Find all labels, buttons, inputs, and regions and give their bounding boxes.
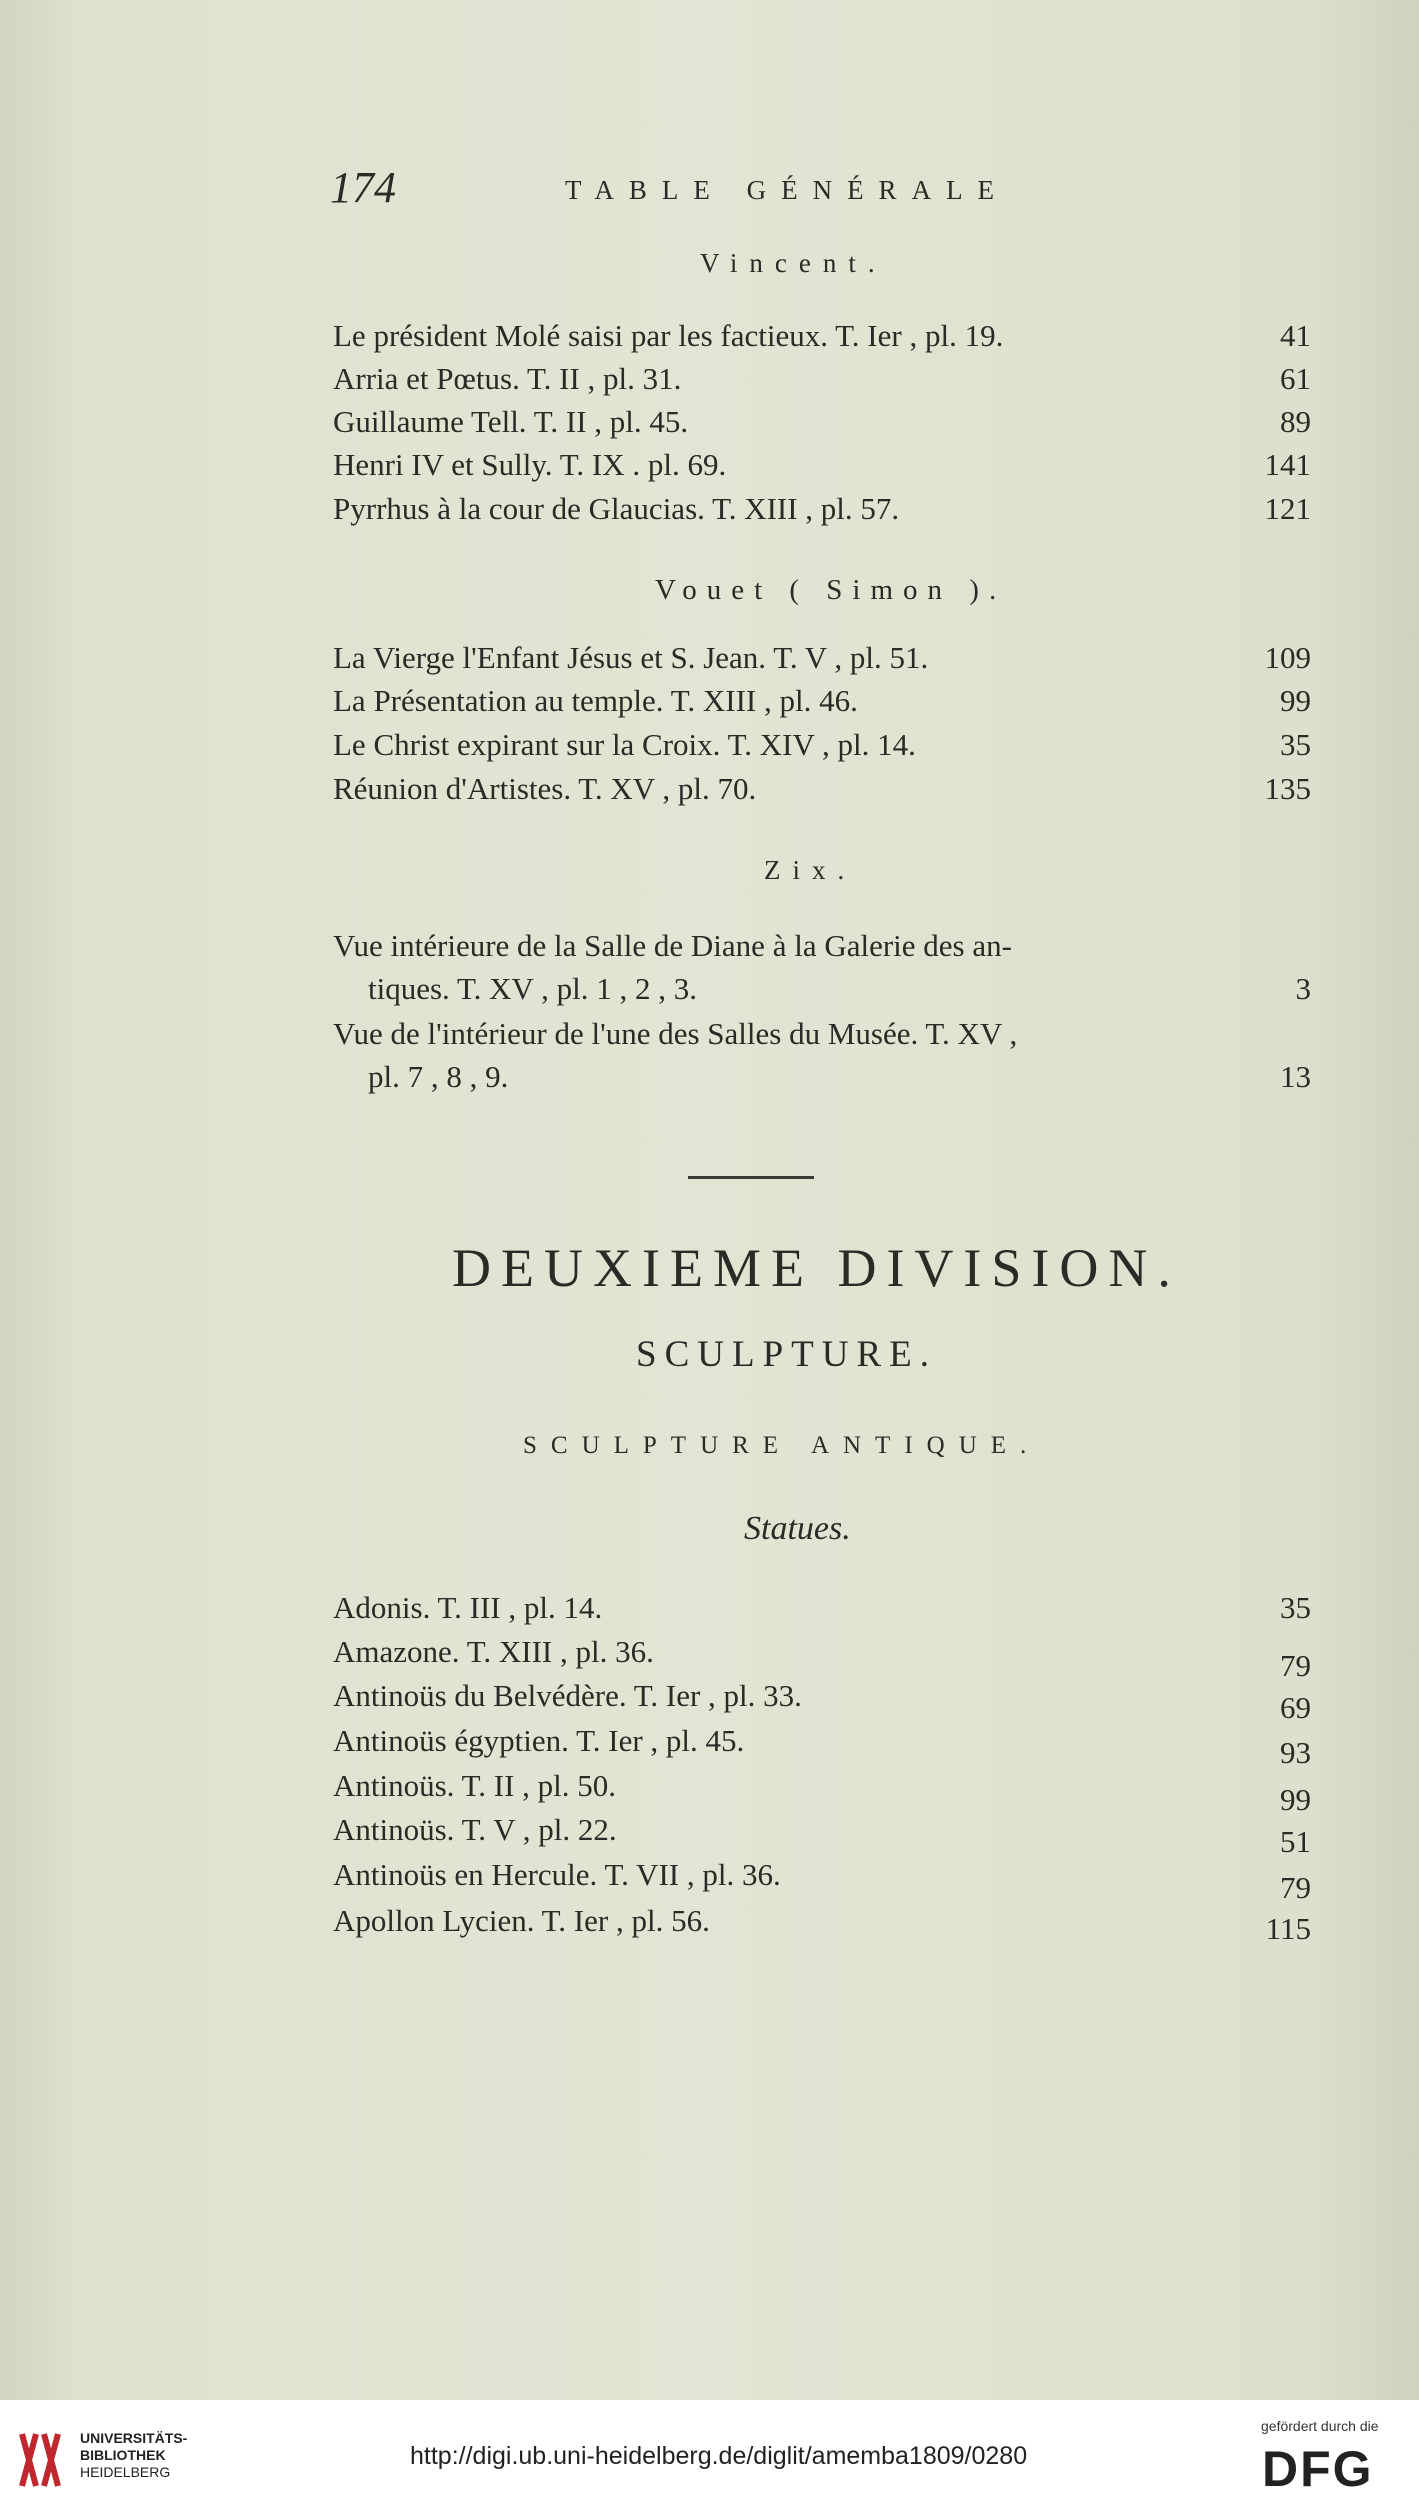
section-heading-vincent: Vincent.	[700, 248, 887, 278]
page-ref: 35	[1280, 727, 1311, 762]
page-ref: 109	[1264, 640, 1311, 675]
page-number: 174	[330, 163, 396, 212]
page-ref: 79	[1280, 1648, 1311, 1683]
page-ref: 99	[1280, 683, 1311, 718]
page-ref: 41	[1280, 318, 1311, 353]
page-ref: 35	[1280, 1590, 1311, 1625]
running-title: TABLE GÉNÉRALE	[565, 175, 1010, 205]
dfg-logo: DFG	[1262, 2441, 1374, 2497]
list-item: Antinoüs. T. II , pl. 50.	[333, 1768, 617, 1803]
list-item: La Vierge l'Enfant Jésus et S. Jean. T. V , pl. 51.	[333, 640, 929, 675]
page-ref: 13	[1280, 1059, 1311, 1094]
page-ref: 115	[1265, 1911, 1311, 1946]
list-item: Réunion d'Artistes. T. XV , pl. 70.	[333, 771, 757, 806]
list-item-continuation: pl. 7 , 8 , 9.	[368, 1059, 509, 1094]
page-ref: 99	[1280, 1782, 1311, 1817]
page-ref: 61	[1280, 361, 1311, 396]
page-ref: 89	[1280, 404, 1311, 439]
page-ref: 121	[1264, 491, 1311, 526]
list-item: La Présentation au temple. T. XIII , pl. 46.	[333, 683, 858, 718]
list-item: Henri IV et Sully. T. IX . pl. 69.	[333, 447, 727, 482]
page-ref: 79	[1280, 1870, 1311, 1905]
division-title: DEUXIEME DIVISION.	[452, 1238, 1181, 1298]
page-ref: 135	[1264, 771, 1311, 806]
list-item: Arria et Pœtus. T. II , pl. 31.	[333, 361, 682, 396]
list-item: Apollon Lycien. T. Ier , pl. 56.	[333, 1903, 710, 1938]
institution-line: UNIVERSITÄTS-	[80, 2430, 188, 2446]
list-item: Le Christ expirant sur la Croix. T. XIV , pl. 14.	[333, 727, 916, 762]
divider	[688, 1176, 814, 1179]
section-heading-zix: Zix.	[764, 855, 857, 885]
list-item: Pyrrhus à la cour de Glaucias. T. XIII , pl. 57.	[333, 491, 900, 526]
institution-line: BIBLIOTHEK	[80, 2447, 166, 2463]
page-ref: 141	[1264, 447, 1311, 482]
funding-note: gefördert durch die	[1261, 2418, 1379, 2434]
list-item: Guillaume Tell. T. II , pl. 45.	[333, 404, 689, 439]
list-item: Vue intérieure de la Salle de Diane à la Galerie des an-	[333, 928, 1012, 963]
list-item: Antinoüs en Hercule. T. VII , pl. 36.	[333, 1857, 781, 1892]
category-heading: Statues.	[744, 1510, 851, 1547]
list-item: Le président Molé saisi par les factieux. T. Ier , pl. 19.	[333, 318, 1004, 353]
list-item-continuation: tiques. T. XV , pl. 1 , 2 , 3.	[368, 971, 697, 1006]
page-ref: 51	[1280, 1824, 1311, 1859]
university-seal-icon	[16, 2430, 64, 2490]
list-item: Vue de l'intérieur de l'une des Salles du Musée. T. XV ,	[333, 1016, 1018, 1051]
page-ref: 69	[1280, 1690, 1311, 1725]
list-item: Amazone. T. XIII , pl. 36.	[333, 1634, 654, 1669]
division-subtitle: SCULPTURE.	[636, 1334, 938, 1375]
list-item: Adonis. T. III , pl. 14.	[333, 1590, 603, 1625]
page-ref: 93	[1280, 1735, 1311, 1770]
list-item: Antinoüs. T. V , pl. 22.	[333, 1812, 617, 1847]
institution-line: HEIDELBERG	[80, 2464, 171, 2480]
source-link[interactable]: http://digi.ub.uni-heidelberg.de/diglit/amemba1809/0280	[410, 2442, 1028, 2470]
list-item: Antinoüs égyptien. T. Ier , pl. 45.	[333, 1723, 745, 1758]
page-ref: 3	[1295, 971, 1311, 1006]
list-item: Antinoüs du Belvédère. T. Ier , pl. 33.	[333, 1678, 802, 1713]
section-heading-vouet: Vouet ( Simon ).	[655, 574, 1007, 606]
subsection-heading: SCULPTURE ANTIQUE.	[523, 1432, 1041, 1459]
footer-bar	[0, 2400, 1419, 2503]
